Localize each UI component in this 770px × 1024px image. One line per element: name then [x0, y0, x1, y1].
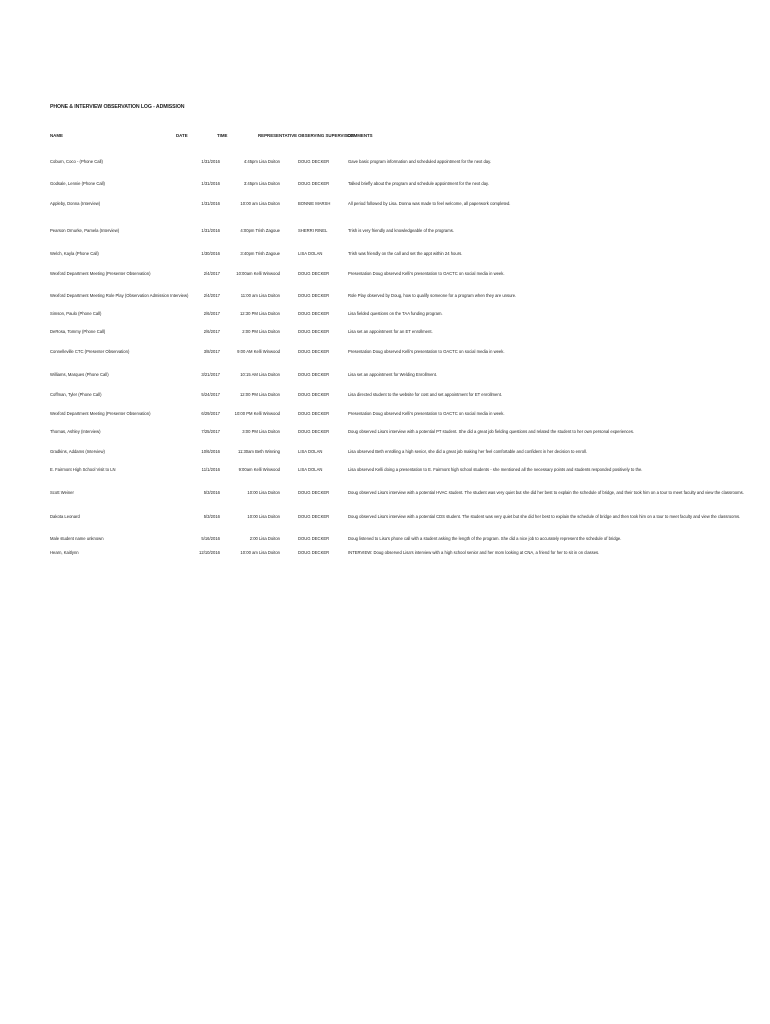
log-date-cell: 3/21/2017 — [201, 372, 220, 377]
log-row — [0, 448, 770, 456]
log-name-cell: Male student name unknown — [50, 536, 104, 541]
log-comment-cell: Lisa fielded questions on the TAA funding program. — [348, 311, 443, 316]
log-row — [0, 200, 770, 208]
log-comment-cell: Talked briefly about the program and schedule appointment for the next day. — [348, 181, 489, 186]
header-comments: COMMENTS — [347, 133, 373, 138]
log-time-rep-cell: 11:00 am Lisa Doiton — [240, 293, 280, 298]
log-name-cell: Connelleville CTC (Presenter Observation) — [50, 349, 130, 354]
log-comment-cell: Presentation Doug observed Kelli's presentation to OACTC on social media in week. — [348, 349, 505, 354]
log-date-cell: 1/31/2016 — [201, 228, 220, 233]
log-name-cell: DeRosa, Tommy (Phone Call) — [50, 329, 106, 334]
log-name-cell: Wexford Department Meeting (Presenter Observation) — [50, 271, 151, 276]
log-name-cell: Godsale, Lennie (Phone Call) — [50, 181, 105, 186]
log-observer-cell: DOUG DECKER — [298, 293, 330, 298]
log-time-rep-cell: 2:00 PM Lisa Doiton — [242, 329, 280, 334]
log-date-cell: 2/4/2017 — [203, 271, 220, 276]
log-time-rep-cell: 2:00 Lisa Doiton — [249, 536, 280, 541]
log-row — [0, 310, 770, 318]
log-observer-cell: DOUG DECKER — [298, 411, 330, 416]
log-time-rep-cell: 3:40pm Trish Zagoue — [240, 251, 280, 256]
log-date-cell: 2/4/2017 — [203, 293, 220, 298]
log-comment-cell: Lisa observed Beth enrolling a high senior, she did a great job making her feel comfortable and confident in her decision to enroll. — [348, 449, 588, 454]
log-name-cell: Gradkins, Addams (Interview) — [50, 449, 105, 454]
log-row — [0, 292, 770, 300]
log-observer-cell: DOUG DECKER — [298, 536, 330, 541]
log-time-rep-cell: 10:00 PM Kelli Winwood — [234, 411, 280, 416]
log-time-rep-cell: 4:45pm Lisa Doiton — [243, 159, 280, 164]
log-observer-cell: DOUG DECKER — [298, 181, 330, 186]
log-comment-cell: Lisa observed Kelli doing a presentation to E. Fairmont high school students - she mentioned all the necessary points and students responded positively to the. — [348, 467, 643, 472]
log-time-rep-cell: 9:00am Kelli Winwood — [238, 467, 280, 472]
header-date: DATE — [176, 133, 188, 138]
log-observer-cell: LISA DOLAN — [298, 467, 323, 472]
header-name: NAME — [50, 133, 63, 138]
log-date-cell: 5/24/2017 — [201, 392, 220, 397]
log-observer-cell: DOUG DECKER — [298, 514, 330, 519]
log-date-cell: 6/29/2017 — [201, 411, 220, 416]
document-title: PHONE & INTERVIEW OBSERVATION LOG - ADMISSION — [50, 104, 185, 110]
log-name-cell: E. Fairmont High School Visit to LN — [50, 467, 116, 472]
log-time-rep-cell: 11:30am Beth Winning — [237, 449, 280, 454]
log-row — [0, 489, 770, 497]
log-time-rep-cell: 12:00 PM Lisa Doiton — [239, 392, 280, 397]
log-observer-cell: DOUG DECKER — [298, 311, 330, 316]
log-date-cell: 1/31/2016 — [201, 181, 220, 186]
log-row — [0, 371, 770, 379]
log-comment-cell: Lisa set an appointment for Welding Enrollment. — [348, 372, 438, 377]
log-name-cell: Wexford Department Meeting Role Play (Observation Admission Interview) — [50, 293, 189, 298]
log-comment-cell: Presentation Doug observed Kelli's presentation to OACTC on social media in week. — [348, 411, 505, 416]
log-comment-cell: Presentation Doug observed Kelli's presentation to OACTC on social media in week. — [348, 271, 505, 276]
log-observer-cell: DOUG DECKER — [298, 372, 330, 377]
log-date-cell: 1/30/2016 — [201, 251, 220, 256]
log-row — [0, 250, 770, 258]
log-date-cell: 2/6/2017 — [203, 329, 220, 334]
log-date-cell: 11/1/2016 — [201, 467, 220, 472]
log-comment-cell: Lisa directed student to the website for cost and set appointment for ET enrollment. — [348, 392, 503, 397]
log-comment-cell: Doug observed Lisa's interview with a potential HVAC student. The student was very quiet but she did her best to explain the schedule of bridge, and their took him on a tour to meet faculty and view the classrooms. — [348, 490, 744, 495]
log-time-rep-cell: 10:00 am Lisa Doiton — [240, 201, 280, 206]
log-comment-cell: Doug observed Lisa's interview with a potential CDS student. The student was very quiet but she did her best to explain the schedule of bridge and then took him on a tour to meet faculty and view the classrooms. — [348, 514, 741, 519]
log-date-cell: 5/16/2016 — [201, 536, 220, 541]
log-observer-cell: LISA DOLAN — [298, 449, 323, 454]
log-time-rep-cell: 3:00 PM Lisa Doiton — [242, 429, 280, 434]
log-row — [0, 348, 770, 356]
log-row — [0, 535, 770, 543]
log-observer-cell: SHERRI RINEL — [298, 228, 328, 233]
log-time-rep-cell: 4:00pm Trish Zagoue — [240, 228, 280, 233]
log-comment-cell: Lisa set an appointment for an ET enrollment. — [348, 329, 433, 334]
log-observer-cell: DOUG DECKER — [298, 490, 330, 495]
log-date-cell: 5/3/2016 — [203, 514, 220, 519]
log-time-rep-cell: 10:00 Lisa Doiton — [247, 514, 280, 519]
log-comment-cell: Trish was friendly on the call and set the appt within 24 hours. — [348, 251, 463, 256]
log-observer-cell: DOUG DECKER — [298, 159, 330, 164]
header-representative: REPRESENTATIVE — [258, 133, 298, 138]
log-comment-cell: Doug observed Lisa's interview with a potential PT student. She did a great job fielding questions and related the student to her own personal experiences. — [348, 429, 635, 434]
log-comment-cell: Trish is very friendly and knowledgeable of the programs. — [348, 228, 454, 233]
log-observer-cell: DOUG DECKER — [298, 349, 330, 354]
log-time-rep-cell: 3:45pm Lisa Doiton — [243, 181, 280, 186]
log-observer-cell: DOUG DECKER — [298, 271, 330, 276]
log-name-cell: Wexford Department Meeting (Presenter Observation) — [50, 411, 151, 416]
log-observer-cell: DOUG DECKER — [298, 392, 330, 397]
log-name-cell: Welch, Kayla (Phone Call) — [50, 251, 99, 256]
log-time-rep-cell: 10:00am Kelli Winwood — [236, 271, 280, 276]
log-row — [0, 391, 770, 399]
log-row — [0, 270, 770, 278]
log-row — [0, 180, 770, 188]
log-comment-cell: All period followed by Lisa. Donna was made to feel welcome, all paperwork completed. — [348, 201, 511, 206]
log-observer-cell: DOUG DECKER — [298, 550, 330, 555]
log-date-cell: 3/8/2017 — [203, 349, 220, 354]
log-name-cell: Coburn, Coco - (Phone Call) — [50, 159, 103, 164]
log-row — [0, 410, 770, 418]
log-time-rep-cell: 10:00 am Lisa Doiton — [240, 550, 280, 555]
log-time-rep-cell: 12:30 PM Lisa Doiton — [239, 311, 280, 316]
log-name-cell: Williams, Marques (Phone Call) — [50, 372, 109, 377]
log-date-cell: 5/3/2016 — [203, 490, 220, 495]
log-row — [0, 513, 770, 521]
log-row — [0, 158, 770, 166]
log-name-cell: Scott Weiner — [50, 490, 74, 495]
log-comment-cell: Gave basic program information and scheduled appointment for the next day. — [348, 159, 492, 164]
log-row — [0, 428, 770, 436]
log-row — [0, 328, 770, 336]
log-date-cell: 10/6/2016 — [201, 449, 220, 454]
log-time-rep-cell: 10:00 Lisa Doiton — [247, 490, 280, 495]
log-observer-cell: LISA DOLAN — [298, 251, 323, 256]
header-observing-supervisor: OBSERVING SUPERVISOR — [298, 133, 355, 138]
log-date-cell: 1/31/2016 — [201, 201, 220, 206]
log-date-cell: 2/6/2017 — [203, 311, 220, 316]
log-row — [0, 466, 770, 474]
log-name-cell: Appleby, Donna (Interview) — [50, 201, 101, 206]
log-comment-cell: INTERVIEW: Doug observed Lisa's interview with a high school senior and her mom looking at CNA, a friend for her to sit in on classes. — [348, 550, 600, 555]
log-name-cell: Coffman, Tyler (Phone Call) — [50, 392, 102, 397]
log-name-cell: Dakota Leonard — [50, 514, 80, 519]
log-time-rep-cell: 10:15 AM Lisa Doiton — [240, 372, 280, 377]
log-name-cell: Simson, Paulo (Phone Call) — [50, 311, 102, 316]
log-row — [0, 227, 770, 235]
log-date-cell: 12/10/2016 — [199, 550, 220, 555]
log-name-cell: Hearn, Kaitlynn — [50, 550, 79, 555]
log-name-cell: Thomas, Ashley (Interview) — [50, 429, 101, 434]
log-comment-cell: Doug listened to Lisa's phone call with a student asking the length of the program. She did a nice job to accurately represent the schedule of bridge. — [348, 536, 622, 541]
log-observer-cell: DOUG DECKER — [298, 329, 330, 334]
log-date-cell: 7/25/2017 — [201, 429, 220, 434]
log-row — [0, 549, 770, 557]
log-time-rep-cell: 9:00 AM Kelli Winwood — [237, 349, 280, 354]
log-date-cell: 1/31/2016 — [201, 159, 220, 164]
log-observer-cell: BONNIE MARSH — [298, 201, 331, 206]
log-name-cell: Pearson Ornurke, Pamela (Interview) — [50, 228, 120, 233]
header-time: TIME — [217, 133, 228, 138]
log-observer-cell: DOUG DECKER — [298, 429, 330, 434]
log-comment-cell: Role Play observed by Doug, how to qualify someone for a program when they are unsure. — [348, 293, 517, 298]
